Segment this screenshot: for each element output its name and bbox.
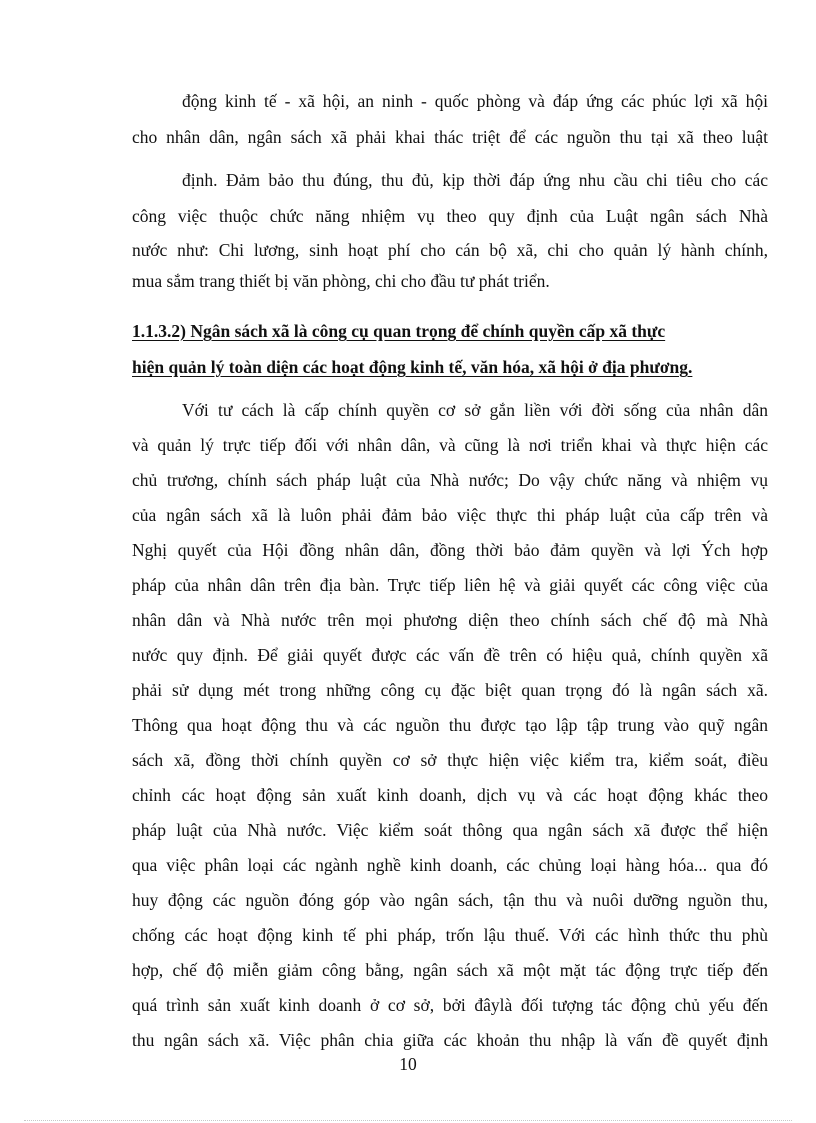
section-heading: 1.1.3.2) Ngân sách xã là công cụ quan trọng để chính quyền cấp xã thực bbox=[132, 321, 666, 341]
paragraph-line: Với tư cách là cấp chính quyền cơ sở gắn liền với đời sống của nhân dân bbox=[182, 400, 768, 420]
paragraph-line: và quản lý trực tiếp đối với nhân dân, và cũng là nơi triển khai và thực hiện các bbox=[132, 435, 768, 455]
paragraph-line: định. Đảm bảo thu đúng, thu đủ, kịp thời đáp ứng nhu cầu chi tiêu cho các bbox=[182, 170, 768, 190]
paragraph-line: mua sắm trang thiết bị văn phòng, chi cho đầu tư phát triển. bbox=[132, 271, 550, 291]
paragraph-line: cho nhân dân, ngân sách xã phải khai thác triệt để các nguồn thu tại xã theo luật bbox=[132, 127, 768, 147]
paragraph-line: hợp, chế độ miễn giảm công bằng, ngân sách xã một mặt tác động trực tiếp đến bbox=[132, 960, 768, 980]
paragraph-line: động kinh tế - xã hội, an ninh - quốc phòng và đáp ứng các phúc lợi xã hội bbox=[182, 91, 768, 111]
paragraph-line: qua việc phân loại các ngành nghề kinh doanh, các chủng loại hàng hóa... qua đó bbox=[132, 855, 768, 875]
paragraph-line: huy động các nguồn đóng góp vào ngân sách, tận thu và nuôi dưỡng nguồn thu, bbox=[132, 890, 768, 910]
paragraph-line: nước như: Chi lương, sinh hoạt phí cho cán bộ xã, chi cho quản lý hành chính, bbox=[132, 240, 768, 260]
paragraph-line: Thông qua hoạt động thu và các nguồn thu được tạo lập tập trung vào quỹ ngân bbox=[132, 715, 768, 735]
paragraph-line: chủ trương, chính sách pháp luật của Nhà nước; Do vậy chức năng và nhiệm vụ bbox=[132, 470, 768, 490]
paragraph-line: Nghị quyết của Hội đồng nhân dân, đồng thời bảo đảm quyền và lợi Ých hợp bbox=[132, 540, 768, 560]
paragraph-line: nhân dân và Nhà nước trên mọi phương diện theo chính sách chế độ mà Nhà bbox=[132, 610, 768, 630]
paragraph-line: pháp của nhân dân trên địa bàn. Trực tiếp liên hệ và giải quyết các công việc của bbox=[132, 575, 768, 595]
section-heading: hiện quản lý toàn diện các hoạt động kinh tế, văn hóa, xã hội ở địa phương. bbox=[132, 357, 693, 377]
paragraph-line: chỉnh các hoạt động sản xuất kinh doanh, dịch vụ và các hoạt động khác theo bbox=[132, 785, 768, 805]
page-border-divider bbox=[24, 1120, 792, 1121]
paragraph-line: pháp luật của Nhà nước. Việc kiểm soát thông qua ngân sách xã được thể hiện bbox=[132, 820, 768, 840]
paragraph-line: sách xã, đồng thời chính quyền cơ sở thực hiện việc kiểm tra, kiểm soát, điều bbox=[132, 750, 768, 770]
paragraph-line: của ngân sách xã là luôn phải đảm bảo việc thực thi pháp luật của cấp trên và bbox=[132, 505, 768, 525]
paragraph-line: nước quy định. Để giải quyết được các vấn đề trên có hiệu quả, chính quyền xã bbox=[132, 645, 768, 665]
paragraph-line: công việc thuộc chức năng nhiệm vụ theo quy định của Luật ngân sách Nhà bbox=[132, 206, 768, 226]
paragraph-line: quá trình sản xuất kinh doanh ở cơ sở, bởi đâylà đối tượng tác động chủ yếu đến bbox=[132, 995, 768, 1015]
paragraph-line: chống các hoạt động kinh tế phi pháp, trốn lậu thuế. Với các hình thức thu phù bbox=[132, 925, 768, 945]
paragraph-line: thu ngân sách xã. Việc phân chia giữa các khoản thu nhập là vấn đề quyết định bbox=[132, 1030, 768, 1050]
paragraph-line: phải sử dụng mét trong những công cụ đặc biệt quan trọng đó là ngân sách xã. bbox=[132, 680, 768, 700]
page-number: 10 bbox=[399, 1054, 417, 1074]
